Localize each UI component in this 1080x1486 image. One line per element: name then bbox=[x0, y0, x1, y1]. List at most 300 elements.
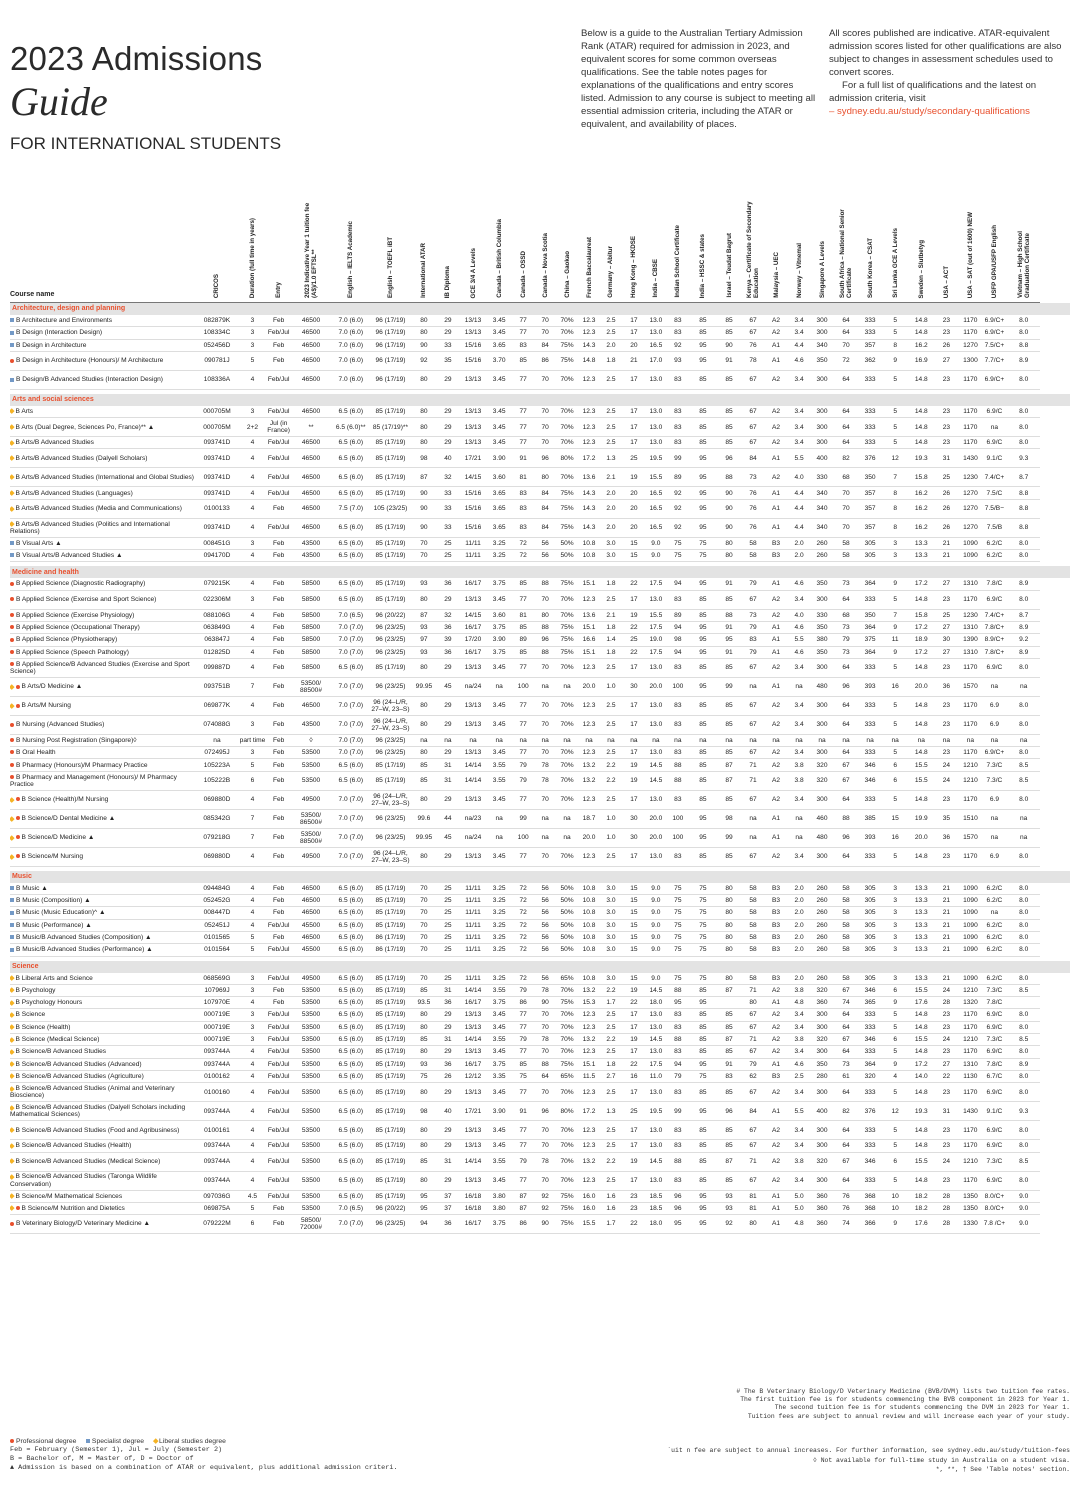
table-cell: 0100133 bbox=[196, 499, 238, 518]
table-cell: 13/13 bbox=[459, 437, 486, 449]
table-cell: 29 bbox=[436, 590, 459, 609]
table-cell: 1170 bbox=[959, 1046, 982, 1058]
table-cell: 333 bbox=[859, 590, 882, 609]
table-cell: 2.0 bbox=[788, 919, 811, 931]
table-cell: 350 bbox=[859, 468, 882, 487]
table-cell: 6.5 (6.0) bbox=[332, 1009, 370, 1021]
table-cell: na bbox=[1007, 828, 1040, 847]
table-cell: 23 bbox=[934, 437, 959, 449]
table-cell: 107970E bbox=[196, 997, 238, 1009]
table-cell: 70 bbox=[411, 973, 436, 985]
table-cell: 36 bbox=[436, 997, 459, 1009]
table-cell: A2 bbox=[765, 468, 788, 487]
table-cell: 70 bbox=[411, 919, 436, 931]
table-cell: 6 bbox=[882, 1152, 909, 1171]
table-cell: 92 bbox=[666, 518, 689, 537]
table-cell: 260 bbox=[811, 883, 834, 895]
course-name bbox=[10, 677, 196, 696]
table-cell: 77 bbox=[512, 715, 535, 734]
table-cell: 3.4 bbox=[788, 1021, 811, 1033]
table-cell: 50% bbox=[556, 895, 579, 907]
table-cell: 8.0 bbox=[1007, 883, 1040, 895]
table-cell: 92 bbox=[535, 1190, 556, 1202]
table-cell: 56 bbox=[535, 919, 556, 931]
table-cell: 77 bbox=[512, 847, 535, 866]
table-cell: 7.3/C bbox=[982, 759, 1007, 771]
table-cell: 23 bbox=[934, 418, 959, 437]
table-cell: 2.5 bbox=[599, 327, 622, 339]
specialist-square-icon bbox=[10, 898, 14, 902]
table-cell: 84 bbox=[742, 449, 765, 468]
table-cell: 74 bbox=[834, 1215, 859, 1234]
table-cell: 1210 bbox=[959, 984, 982, 996]
column-header-label: China – Gaokao bbox=[563, 251, 571, 298]
table-row bbox=[10, 327, 1070, 339]
table-cell: 1170 bbox=[959, 437, 982, 449]
table-cell: 15.1 bbox=[579, 578, 600, 590]
table-cell: 90 bbox=[717, 499, 742, 518]
table-cell: 49500 bbox=[290, 790, 332, 809]
table-cell: 96 (23/25) bbox=[370, 828, 412, 847]
table-cell: 8.0 bbox=[1007, 1171, 1040, 1190]
table-cell: 23 bbox=[934, 696, 959, 715]
table-cell: 8.0 bbox=[1007, 944, 1040, 956]
table-cell: na bbox=[788, 734, 811, 746]
table-cell: 85 bbox=[689, 1021, 716, 1033]
table-cell: A2 bbox=[765, 847, 788, 866]
table-cell: 330 bbox=[811, 609, 834, 621]
table-cell: 75 bbox=[666, 550, 689, 562]
table-cell: 13.3 bbox=[909, 973, 934, 985]
table-cell: 5 bbox=[882, 1171, 909, 1190]
table-cell: 1210 bbox=[959, 1152, 982, 1171]
table-cell: 21 bbox=[934, 537, 959, 549]
liberal-diamond-icon bbox=[10, 1206, 14, 1211]
table-row bbox=[10, 487, 1070, 499]
table-cell: 91 bbox=[717, 351, 742, 370]
course-name bbox=[10, 646, 196, 658]
table-cell: 13/13 bbox=[459, 327, 486, 339]
table-cell: 70% bbox=[556, 790, 579, 809]
table-cell: 88 bbox=[535, 646, 556, 658]
table-cell: 6.5 (6.0) bbox=[332, 550, 370, 562]
table-cell: 17.5 bbox=[645, 1058, 666, 1070]
professional-dot-icon bbox=[10, 625, 14, 629]
table-cell: 1310 bbox=[959, 1058, 982, 1070]
table-cell: 85 bbox=[689, 1121, 716, 1140]
table-cell: na bbox=[196, 734, 238, 746]
table-cell: 46500 bbox=[290, 907, 332, 919]
table-cell: 21 bbox=[934, 907, 959, 919]
table-cell: 70% bbox=[556, 609, 579, 621]
intro-paragraph: Below is a guide to the Australian Tertiary Admission Rank (ATAR) required for admission in 2023, and equivalent scores for some common overseas qualifications. See the table notes pages for explanations of the qualifications and entry scores listed. Admission to any course is subject to meeting all essential admission criteria, including the ATAR or equivalent, and availability of places. bbox=[581, 28, 816, 130]
page-title-line2: Guide bbox=[10, 79, 108, 124]
table-cell: 81 bbox=[742, 1190, 765, 1202]
table-cell: 95 bbox=[689, 339, 716, 351]
table-cell: Feb bbox=[267, 315, 290, 327]
table-cell: 64 bbox=[834, 370, 859, 389]
table-cell: 98 bbox=[717, 809, 742, 828]
table-cell: 6.9/C bbox=[982, 1046, 1007, 1058]
table-cell: 13.0 bbox=[645, 1009, 666, 1021]
table-cell: 1090 bbox=[959, 919, 982, 931]
table-cell: 15/16 bbox=[459, 339, 486, 351]
table-cell: 063847J bbox=[196, 634, 238, 646]
table-cell: 77 bbox=[512, 590, 535, 609]
course-name bbox=[10, 1102, 196, 1121]
table-row bbox=[10, 1171, 1070, 1190]
note-line: The first tuition fee is for students commencing the BVB component in 2023 for Year 1. bbox=[740, 1396, 1070, 1404]
table-cell: 1170 bbox=[959, 590, 982, 609]
table-cell: 8.0 bbox=[1007, 550, 1040, 562]
table-cell: 56 bbox=[535, 883, 556, 895]
table-cell: na bbox=[487, 734, 512, 746]
table-cell: 2.5 bbox=[599, 658, 622, 677]
table-cell: 75 bbox=[689, 1070, 716, 1082]
table-cell: 6 bbox=[882, 984, 909, 996]
table-cell: 8.0 bbox=[1007, 1021, 1040, 1033]
table-row bbox=[10, 621, 1070, 633]
table-row bbox=[10, 677, 1070, 696]
table-cell: 8.8 bbox=[1007, 518, 1040, 537]
table-cell: 14.8 bbox=[909, 847, 934, 866]
table-cell: 022306M bbox=[196, 590, 238, 609]
table-cell: 80 bbox=[411, 370, 436, 389]
table-cell: 5 bbox=[882, 370, 909, 389]
table-cell: A2 bbox=[765, 771, 788, 790]
table-cell: 108334C bbox=[196, 327, 238, 339]
table-cell: 70% bbox=[556, 1009, 579, 1021]
table-cell: 340 bbox=[811, 339, 834, 351]
course-name-text: B Applied Science (Exercise Physiology) bbox=[16, 611, 135, 619]
table-cell: 58 bbox=[742, 973, 765, 985]
table-cell: na bbox=[788, 828, 811, 847]
table-cell: 85 bbox=[717, 406, 742, 418]
table-cell: 85 (17/19) bbox=[370, 1190, 412, 1202]
table-cell: 8.0 bbox=[1007, 696, 1040, 715]
table-cell: 67 bbox=[742, 1046, 765, 1058]
table-cell: 85 (17/19) bbox=[370, 449, 412, 468]
table-cell: 2.5 bbox=[599, 437, 622, 449]
table-cell: 8.9 bbox=[1007, 351, 1040, 370]
table-cell: 17.0 bbox=[645, 351, 666, 370]
table-cell: 300 bbox=[811, 1121, 834, 1140]
table-cell: 27 bbox=[934, 578, 959, 590]
table-cell: 22 bbox=[622, 1215, 645, 1234]
table-cell: 5 bbox=[882, 315, 909, 327]
table-cell: 80 bbox=[411, 1121, 436, 1140]
table-cell: 3.4 bbox=[788, 658, 811, 677]
table-cell: 53500 bbox=[290, 1046, 332, 1058]
table-cell: 100 bbox=[512, 677, 535, 696]
table-cell: 91 bbox=[717, 1058, 742, 1070]
table-cell: 95 bbox=[689, 487, 716, 499]
course-name-text: B Science/B Advanced Studies (Animal and Veterinary Bioscience) bbox=[10, 1085, 175, 1100]
table-cell: Jul (in France) bbox=[267, 418, 290, 437]
table-cell: 72 bbox=[512, 550, 535, 562]
table-cell: B3 bbox=[765, 537, 788, 549]
table-cell: 2.5 bbox=[599, 696, 622, 715]
table-cell: 2.0 bbox=[788, 931, 811, 943]
column-header bbox=[411, 198, 436, 303]
table-cell: 85 (17/19) bbox=[370, 468, 412, 487]
table-cell: 61 bbox=[834, 1070, 859, 1082]
table-cell: 4.4 bbox=[788, 339, 811, 351]
table-cell: 8.7 bbox=[1007, 468, 1040, 487]
course-name bbox=[10, 550, 196, 562]
table-cell: 1090 bbox=[959, 537, 982, 549]
table-cell: 85 bbox=[512, 1058, 535, 1070]
table-cell: 76 bbox=[742, 499, 765, 518]
table-cell: 0100160 bbox=[196, 1083, 238, 1102]
table-cell: 86 bbox=[535, 351, 556, 370]
table-cell: 6.2/C bbox=[982, 895, 1007, 907]
table-cell: 15.5 bbox=[579, 1215, 600, 1234]
table-cell: 67 bbox=[742, 418, 765, 437]
table-cell: 079222M bbox=[196, 1215, 238, 1234]
table-cell: 17.5 bbox=[645, 621, 666, 633]
table-cell: 6.2/C bbox=[982, 931, 1007, 943]
specialist-square-icon bbox=[10, 378, 14, 382]
table-cell: 6 bbox=[882, 759, 909, 771]
table-cell: 13/13 bbox=[459, 1021, 486, 1033]
table-cell: 50% bbox=[556, 883, 579, 895]
table-cell: 3.4 bbox=[788, 406, 811, 418]
specialist-square-icon bbox=[10, 948, 14, 952]
table-cell: 96 bbox=[535, 449, 556, 468]
table-cell: 350 bbox=[811, 578, 834, 590]
table-cell: 85 bbox=[689, 1046, 716, 1058]
table-cell: 84 bbox=[535, 499, 556, 518]
table-cell: 3.45 bbox=[487, 327, 512, 339]
table-cell: 67 bbox=[742, 658, 765, 677]
table-cell: 360 bbox=[811, 1190, 834, 1202]
course-name-text: B Design/B Advanced Studies (Interaction Design) bbox=[16, 376, 163, 384]
table-cell: 000705M bbox=[196, 418, 238, 437]
table-cell: A2 bbox=[765, 370, 788, 389]
table-cell: 8 bbox=[882, 487, 909, 499]
table-cell: 64 bbox=[834, 1140, 859, 1152]
course-name bbox=[10, 634, 196, 646]
table-row bbox=[10, 518, 1070, 537]
table-cell: na bbox=[535, 828, 556, 847]
table-cell: 19 bbox=[622, 984, 645, 996]
table-cell: 75 bbox=[666, 973, 689, 985]
table-cell: 53500 bbox=[290, 1034, 332, 1046]
table-cell: 85 (17/19) bbox=[370, 1140, 412, 1152]
table-row bbox=[10, 468, 1070, 487]
table-cell: 78 bbox=[535, 984, 556, 996]
liberal-diamond-icon bbox=[10, 521, 14, 526]
course-name bbox=[10, 809, 196, 828]
course-name bbox=[10, 537, 196, 549]
table-cell: 13/13 bbox=[459, 1046, 486, 1058]
table-cell: Feb/Jul bbox=[267, 973, 290, 985]
table-cell: na bbox=[934, 734, 959, 746]
table-cell: 70% bbox=[556, 327, 579, 339]
table-cell: 85 (17/19) bbox=[370, 537, 412, 549]
liberal-diamond-icon bbox=[10, 424, 14, 429]
course-name bbox=[10, 1083, 196, 1102]
table-cell: Feb bbox=[267, 578, 290, 590]
course-name bbox=[10, 1046, 196, 1058]
table-cell: na bbox=[436, 734, 459, 746]
table-cell: 85 bbox=[717, 696, 742, 715]
table-row bbox=[10, 907, 1070, 919]
table-cell: 58 bbox=[742, 883, 765, 895]
table-cell: 53500 bbox=[290, 1070, 332, 1082]
table-cell: 9.0 bbox=[645, 944, 666, 956]
table-cell: 9 bbox=[882, 621, 909, 633]
table-cell: 3.75 bbox=[487, 621, 512, 633]
table-cell: 78 bbox=[535, 1152, 556, 1171]
table-cell: 360 bbox=[811, 997, 834, 1009]
table-cell: 72 bbox=[512, 931, 535, 943]
table-cell: 25 bbox=[436, 550, 459, 562]
table-cell: 23 bbox=[934, 1121, 959, 1140]
table-cell: 7.8/C+ bbox=[982, 646, 1007, 658]
course-name-text: B Science/B Advanced Studies (Taronga Wildlife Conservation) bbox=[10, 1173, 157, 1188]
table-cell: 320 bbox=[811, 759, 834, 771]
table-cell: 80 bbox=[717, 919, 742, 931]
table-cell: 16.5 bbox=[645, 487, 666, 499]
table-cell: 53500 bbox=[290, 1202, 332, 1214]
table-cell: 85 (17/19) bbox=[370, 907, 412, 919]
table-cell: 5 bbox=[882, 1021, 909, 1033]
table-cell: 7 bbox=[238, 677, 267, 696]
section-title: Architecture, design and planning bbox=[10, 303, 1070, 316]
table-cell: 30 bbox=[622, 809, 645, 828]
table-cell: 305 bbox=[859, 550, 882, 562]
table-cell: Feb bbox=[267, 747, 290, 759]
table-row bbox=[10, 828, 1070, 847]
table-cell: 70 bbox=[834, 518, 859, 537]
table-cell: 4 bbox=[882, 1070, 909, 1082]
table-cell: Feb bbox=[267, 621, 290, 633]
column-header bbox=[512, 198, 535, 303]
table-cell: 36 bbox=[436, 621, 459, 633]
table-cell: 093744A bbox=[196, 1171, 238, 1190]
table-cell: 96 (20/22) bbox=[370, 1202, 412, 1214]
table-cell: 3.45 bbox=[487, 747, 512, 759]
table-cell: 80 bbox=[411, 1083, 436, 1102]
table-cell: 13.0 bbox=[645, 1083, 666, 1102]
table-cell: 4 bbox=[238, 449, 267, 468]
table-cell: 46500 bbox=[290, 370, 332, 389]
table-cell: 79 bbox=[742, 1058, 765, 1070]
table-cell: 87 bbox=[411, 609, 436, 621]
table-cell: 7.3/C bbox=[982, 1152, 1007, 1171]
table-cell: 3.45 bbox=[487, 1021, 512, 1033]
table-cell: 2.5 bbox=[599, 790, 622, 809]
table-cell: 29 bbox=[436, 1140, 459, 1152]
table-cell: 3.25 bbox=[487, 973, 512, 985]
course-name bbox=[10, 828, 196, 847]
table-cell: 12.3 bbox=[579, 658, 600, 677]
table-cell: 25 bbox=[436, 931, 459, 943]
table-cell: na bbox=[1007, 734, 1040, 746]
table-cell: 7.0 (7.0) bbox=[332, 747, 370, 759]
table-cell: 70% bbox=[556, 315, 579, 327]
table-cell: 17/20 bbox=[459, 634, 486, 646]
table-cell: 14.5 bbox=[645, 759, 666, 771]
table-cell: 1.8 bbox=[599, 621, 622, 633]
table-cell: 50% bbox=[556, 907, 579, 919]
professional-dot-icon bbox=[16, 704, 20, 708]
table-cell: 8.5 bbox=[1007, 771, 1040, 790]
table-cell: 3.65 bbox=[487, 487, 512, 499]
table-cell: Feb bbox=[267, 351, 290, 370]
course-name-text: B Arts/B Advanced Studies (Languages) bbox=[15, 489, 133, 497]
table-cell: 96 (24–L/R, 27–W, 23–S) bbox=[370, 696, 412, 715]
table-cell: 93 bbox=[717, 1202, 742, 1214]
table-row bbox=[10, 1034, 1070, 1046]
table-cell: 16/17 bbox=[459, 578, 486, 590]
table-cell: 3.4 bbox=[788, 747, 811, 759]
table-cell: A2 bbox=[765, 1152, 788, 1171]
table-cell: na bbox=[487, 828, 512, 847]
table-cell: 8 bbox=[882, 339, 909, 351]
table-cell: 77 bbox=[512, 658, 535, 677]
note-line: `uit n fee are subject to annual increases. For further information, see sydney.edu.au/study/tuition-fees bbox=[667, 1447, 1070, 1454]
table-cell: 46500 bbox=[290, 487, 332, 499]
table-cell: 80% bbox=[556, 449, 579, 468]
course-name bbox=[10, 1058, 196, 1070]
course-name bbox=[10, 790, 196, 809]
table-cell: Feb bbox=[267, 550, 290, 562]
table-cell: 58 bbox=[742, 537, 765, 549]
table-cell: 85 (17/19) bbox=[370, 919, 412, 931]
table-cell: A2 bbox=[765, 1171, 788, 1190]
table-cell: 58 bbox=[742, 944, 765, 956]
table-cell: 14.8 bbox=[909, 406, 934, 418]
table-cell: 13.2 bbox=[579, 759, 600, 771]
table-cell: 7.8/C+ bbox=[982, 621, 1007, 633]
table-cell: Feb bbox=[267, 907, 290, 919]
table-cell: 300 bbox=[811, 847, 834, 866]
column-header-label: Germany – Abitur bbox=[607, 246, 615, 298]
table-cell: 6.5 (6.0) bbox=[332, 883, 370, 895]
table-cell: 58500 bbox=[290, 590, 332, 609]
column-header bbox=[370, 198, 412, 303]
table-cell: 83 bbox=[666, 315, 689, 327]
table-cell: 70 bbox=[535, 1046, 556, 1058]
table-cell: 85 (17/19) bbox=[370, 771, 412, 790]
table-cell: 7.0 (7.0) bbox=[332, 1215, 370, 1234]
table-cell: 3.0 bbox=[599, 931, 622, 943]
qualifications-link[interactable]: – sydney.edu.au/study/secondary-qualifications bbox=[829, 106, 1030, 117]
table-cell: 4 bbox=[238, 919, 267, 931]
column-header bbox=[487, 198, 512, 303]
table-cell: 85 bbox=[717, 747, 742, 759]
table-cell: 70% bbox=[556, 1021, 579, 1033]
table-cell: 80 bbox=[411, 790, 436, 809]
table-cell: 108336A bbox=[196, 370, 238, 389]
table-cell: 3.8 bbox=[788, 759, 811, 771]
table-cell: 43500 bbox=[290, 715, 332, 734]
table-cell: 1090 bbox=[959, 973, 982, 985]
table-cell: na bbox=[959, 734, 982, 746]
table-cell: 94 bbox=[666, 621, 689, 633]
table-cell: 23 bbox=[934, 1140, 959, 1152]
table-cell: 14.5 bbox=[645, 771, 666, 790]
table-cell: 85 (17/19) bbox=[370, 578, 412, 590]
table-cell: 1170 bbox=[959, 696, 982, 715]
professional-dot-icon bbox=[16, 854, 20, 858]
table-cell: 64 bbox=[834, 437, 859, 449]
liberal-diamond-icon bbox=[10, 1049, 14, 1054]
table-cell: 76 bbox=[834, 1202, 859, 1214]
